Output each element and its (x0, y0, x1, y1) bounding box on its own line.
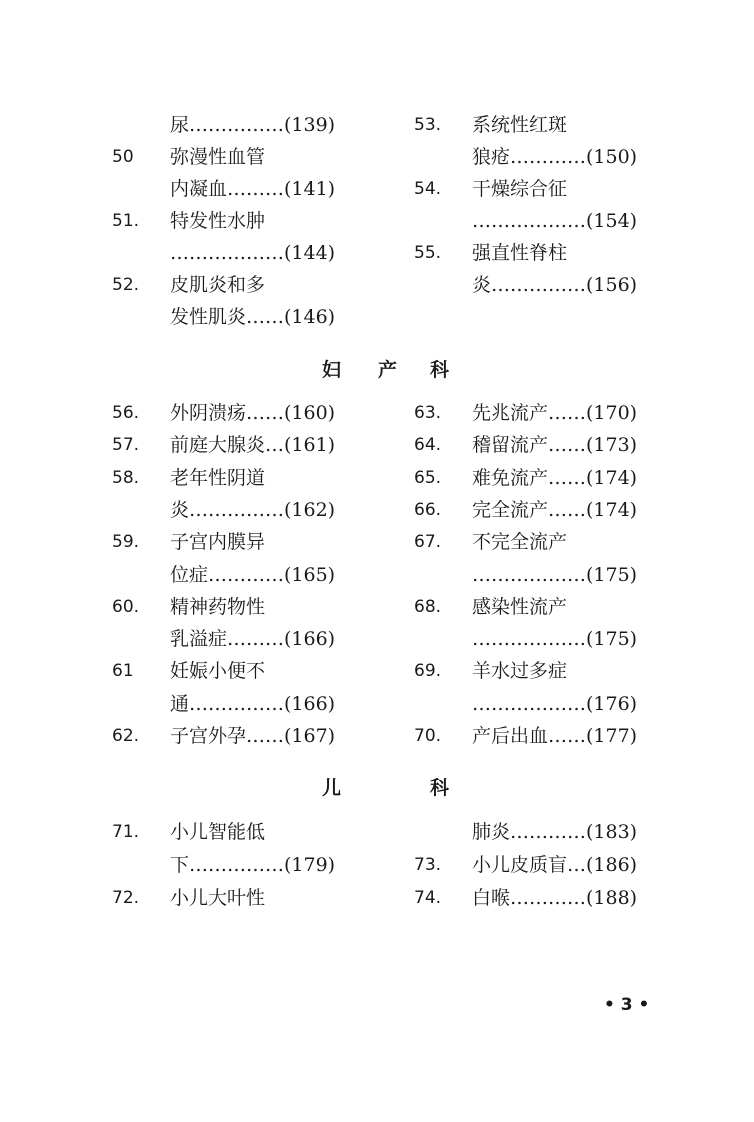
entry-title-line: 下……………(179) (170, 854, 336, 876)
entry-title-line: 前庭大腺炎…(161) (170, 434, 336, 457)
entry-title-line: 系统性红斑 (472, 114, 568, 136)
entry-title-line: 不完全流产 (472, 531, 568, 554)
entry-title-line: 白喉…………(188) (472, 887, 638, 909)
section-heading-char: 科 (430, 777, 450, 799)
entry-title-line: 炎……………(156) (472, 274, 638, 296)
entry-title-line: 子宫外孕……(167) (170, 725, 336, 747)
entry-title-line: 通……………(166) (170, 692, 336, 715)
entry-title-line: ………………(144) (170, 242, 336, 264)
entry-number: 58. (112, 467, 140, 488)
entry-title-line: 精神药物性 (170, 595, 266, 618)
entry-title-line: 羊水过多症 (472, 660, 568, 683)
entry-title-line: 弥漫性血管 (170, 146, 266, 168)
entry-title-line: 皮肌炎和多 (170, 274, 266, 296)
entry-number: 72. (112, 888, 140, 908)
entry-title-line: 小儿智能低 (170, 821, 266, 843)
entry-number: 71. (112, 822, 140, 842)
entry-title-line: 小儿皮质盲…(186) (472, 854, 638, 876)
entry-number: 57. (112, 435, 140, 456)
entry-title-line: 肺炎…………(183) (472, 821, 638, 843)
entry-title-line: 先兆流产……(170) (472, 402, 638, 424)
entry-number: 64. (414, 435, 442, 456)
entry-number: 51. (112, 211, 140, 231)
entry-title-line: 产后出血……(177) (472, 725, 638, 747)
entry-title-line: 老年性阴道 (170, 466, 266, 489)
entry-title-line: 炎……………(162) (170, 498, 336, 521)
entry-title-line: 感染性流产 (472, 595, 568, 618)
entry-number: 55. (414, 243, 442, 263)
entry-title-line: 小儿大叶性 (170, 887, 266, 909)
entry-title-line: 内凝血………(141) (170, 178, 336, 200)
entry-title-line: 乳溢症………(166) (170, 628, 336, 651)
entry-title-line: 干燥综合征 (472, 178, 568, 200)
entry-number: 73. (414, 855, 442, 875)
entry-number: 50 (112, 147, 134, 167)
entry-title-line: ………………(176) (472, 692, 638, 715)
page-number: • 3 • (604, 995, 650, 1015)
entry-number: 74. (414, 888, 442, 908)
entry-title-line: 位症…………(165) (170, 563, 336, 586)
section-heading-char: 科 (430, 359, 450, 381)
entry-number: 56. (112, 403, 140, 423)
entry-number: 70. (414, 726, 442, 746)
entry-number: 67. (414, 532, 442, 553)
entry-title-line: 外阴溃疡……(160) (170, 402, 336, 424)
entry-title-line: 难免流产……(174) (472, 466, 638, 489)
entry-title-line: 完全流产……(174) (472, 498, 638, 521)
entry-number: 63. (414, 403, 442, 423)
entry-title-line: 妊娠小便不 (170, 660, 266, 683)
entry-title-line: ………………(175) (472, 628, 638, 651)
entry-number: 54. (414, 179, 442, 199)
entry-number: 59. (112, 532, 140, 553)
entry-number: 60. (112, 596, 140, 617)
section-heading-char: 儿 (322, 777, 342, 799)
entry-number: 61 (112, 661, 134, 682)
entry-number: 68. (414, 596, 442, 617)
entry-title-line: 尿……………(139) (170, 114, 336, 136)
entry-number: 66. (414, 499, 442, 520)
entry-title-line: ………………(154) (472, 210, 638, 232)
section-heading-char: 产 (378, 359, 398, 381)
entry-title-line: 发性肌炎……(146) (170, 306, 336, 328)
entry-number: 65. (414, 467, 442, 488)
entry-title-line: 特发性水肿 (170, 210, 266, 232)
entry-number: 62. (112, 726, 140, 746)
entry-number: 69. (414, 661, 442, 682)
entry-title-line: 子宫内膜异 (170, 531, 266, 554)
section-heading-char: 妇 (322, 359, 342, 381)
entry-title-line: 强直性脊柱 (472, 242, 568, 264)
entry-title-line: 稽留流产……(173) (472, 434, 638, 457)
entry-title-line: 狼疮…………(150) (472, 146, 638, 168)
entry-title-line: ………………(175) (472, 563, 638, 586)
entry-number: 53. (414, 115, 442, 135)
entry-number: 52. (112, 275, 140, 295)
